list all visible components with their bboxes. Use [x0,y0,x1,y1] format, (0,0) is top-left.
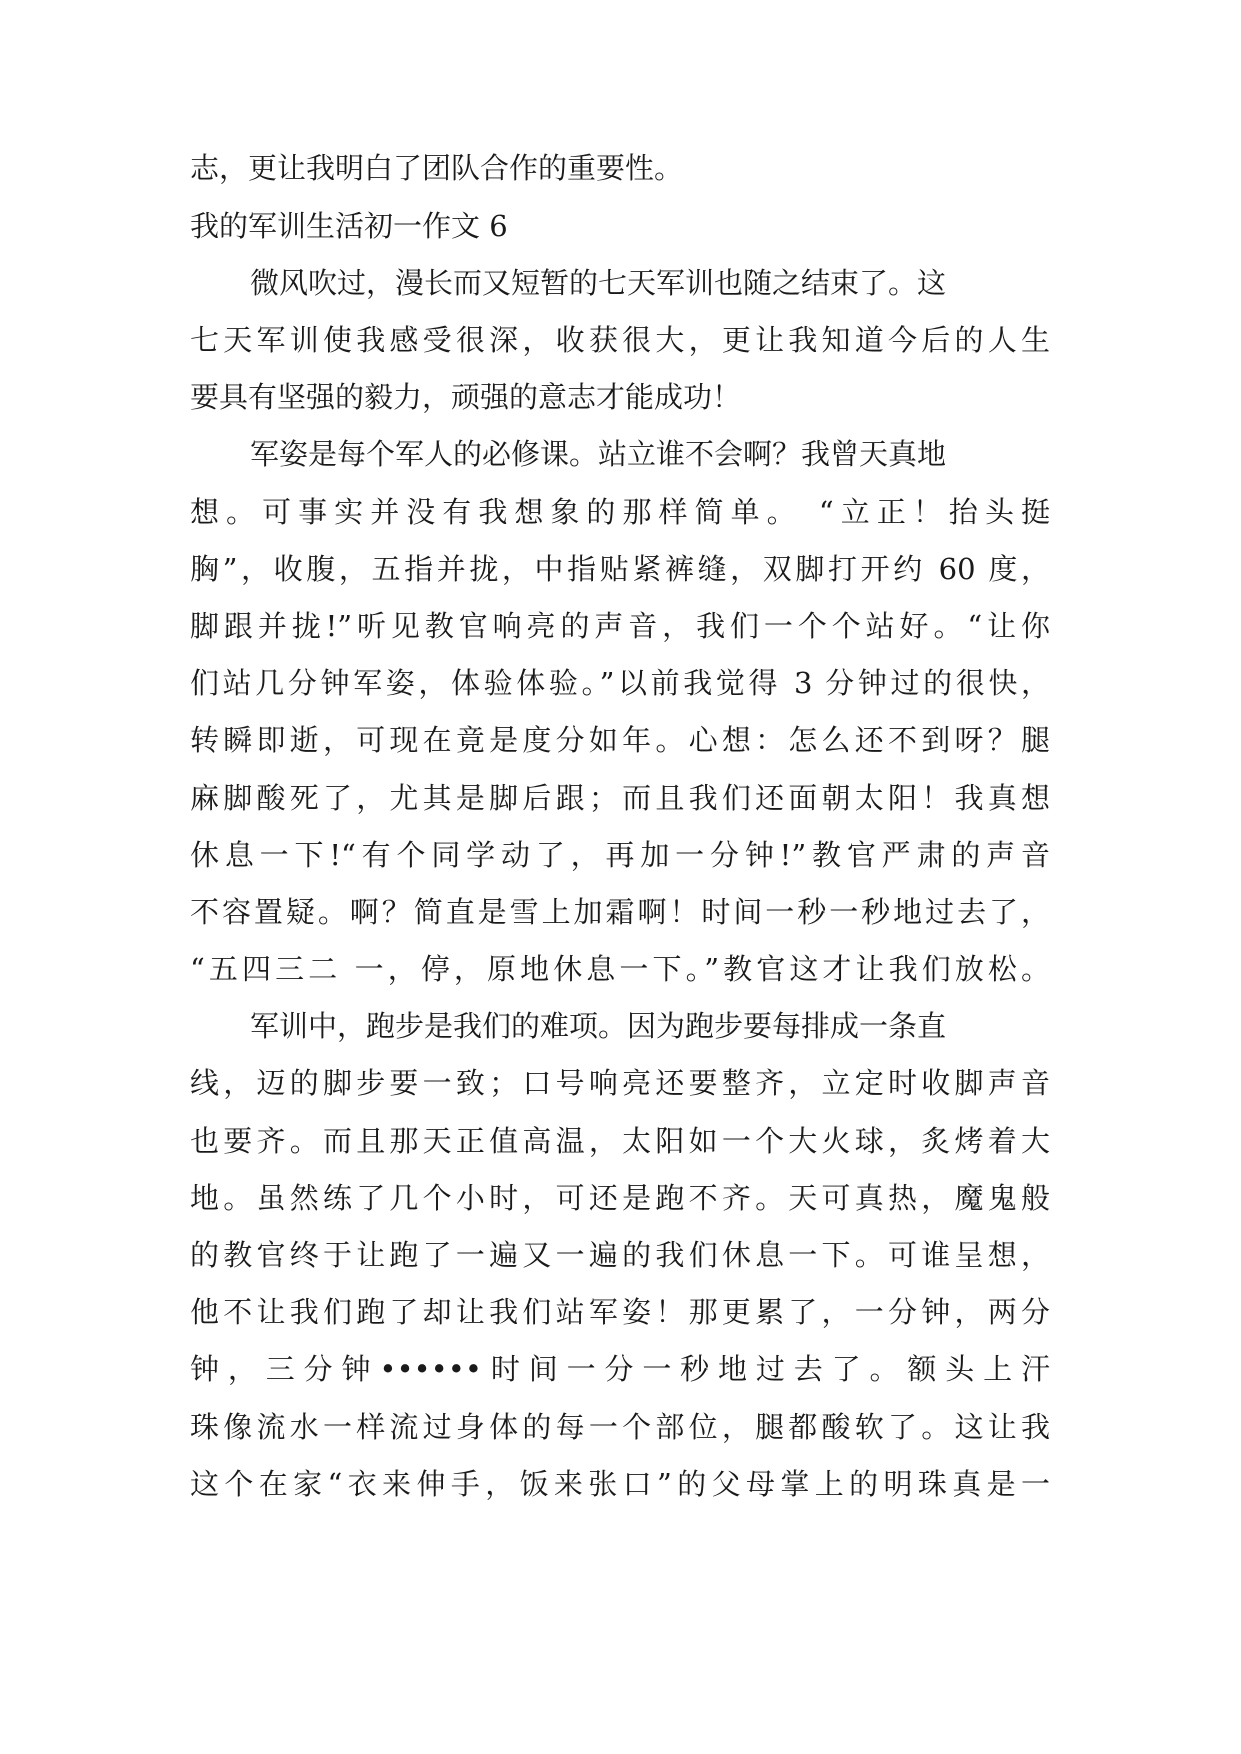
text-line: 志，更让我明白了团队合作的重要性。 [190,151,684,185]
section-heading: 我的军训生活初一作文 6 [190,209,508,243]
text-line: 七天军训使我感受很深，收获很大，更让我知道今后的人生 [190,323,1050,357]
text-line: 这个在家“衣来伸手，饭来张口”的父母掌上的明珠真是一 [190,1467,1050,1501]
paragraph-first-line: 军姿是每个军人的必修课。站立谁不会啊？我曾天真地 [250,437,947,471]
text-line: 钟，三分钟••••••时间一分一秒地过去了。额头上汗 [190,1352,1050,1386]
text-line: 也要齐。而且那天正值高温，太阳如一个大火球，炙烤着大 [190,1124,1050,1158]
text-line: 转瞬即逝，可现在竟是度分如年。心想：怎么还不到呀？腿 [190,723,1050,757]
text-line: 地。虽然练了几个小时，可还是跑不齐。天可真热，魔鬼般 [190,1181,1050,1215]
text-line: 线，迈的脚步要一致；口号响亮还要整齐，立定时收脚声音 [190,1066,1050,1100]
paragraph-first-line: 微风吹过，漫长而又短暂的七天军训也随之结束了。这 [250,266,947,300]
text-line: 麻脚酸死了，尤其是脚后跟；而且我们还面朝太阳！我真想 [190,781,1050,815]
paragraph-first-line: 军训中，跑步是我们的难项。因为跑步要每排成一条直 [250,1009,947,1043]
text-line: 胸”，收腹，五指并拢，中指贴紧裤缝，双脚打开约 60 度， [190,552,1050,586]
text-line: 休息一下!“有个同学动了，再加一分钟!”教官严肃的声音 [190,838,1050,872]
text-line: 的教官终于让跑了一遍又一遍的我们休息一下。可谁呈想， [190,1238,1050,1272]
text-line: “五四三二 一，停，原地休息一下。”教官这才让我们放松。 [190,952,1050,986]
text-line: 想。可事实并没有我想象的那样简单。 “立正！抬头挺 [190,495,1050,529]
text-line: 他不让我们跑了却让我们站军姿！那更累了，一分钟，两分 [190,1295,1050,1329]
text-line: 要具有坚强的毅力，顽强的意志才能成功！ [190,380,742,414]
text-line: 不容置疑。啊？简直是雪上加霜啊！时间一秒一秒地过去了， [190,895,1050,929]
text-line: 脚跟并拢!”听见教官响亮的声音，我们一个个站好。“让你 [190,609,1050,643]
text-line: 们站几分钟军姿，体验体验。”以前我觉得 3 分钟过的很快， [190,666,1050,700]
text-line: 珠像流水一样流过身体的每一个部位，腿都酸软了。这让我 [190,1410,1050,1444]
